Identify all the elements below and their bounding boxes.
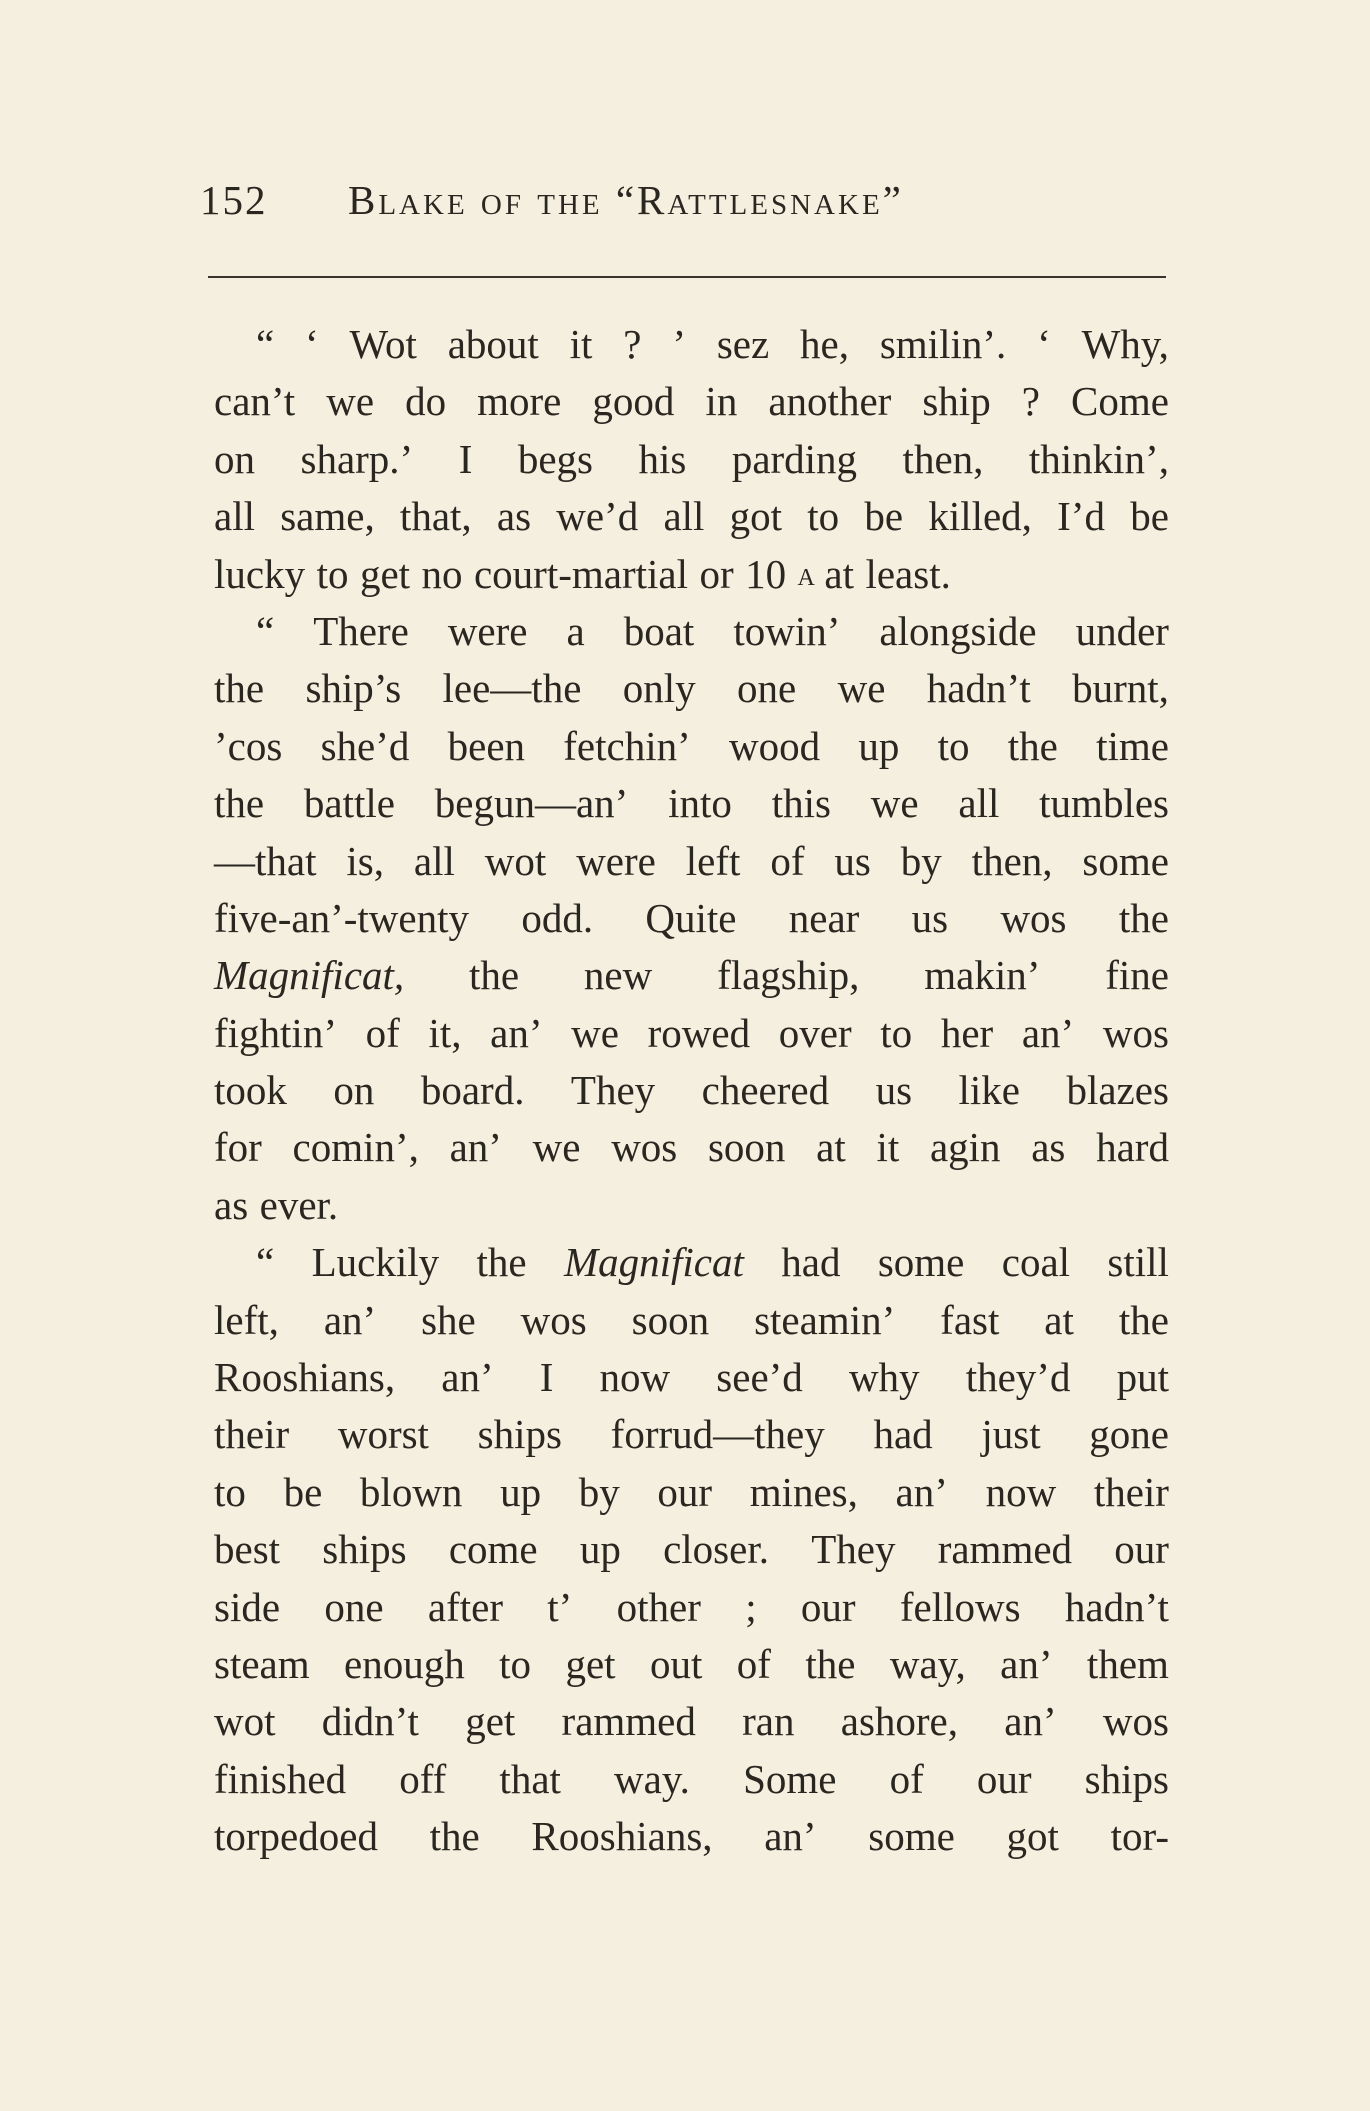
word: a — [566, 607, 585, 654]
word: court-martial — [473, 550, 688, 597]
text-line — [214, 1119, 1169, 1176]
word: is, — [346, 837, 384, 884]
word: that, — [399, 493, 472, 540]
word: fine — [1105, 952, 1169, 999]
word: another — [768, 378, 892, 425]
word: flagship, — [717, 952, 860, 999]
text-line — [214, 546, 1169, 603]
word: an’ — [441, 1354, 494, 1401]
word: torpedoed — [214, 1813, 378, 1860]
text-line — [214, 1751, 1169, 1808]
word: the — [1007, 722, 1058, 769]
word: just — [981, 1411, 1041, 1458]
word: ‘ — [1037, 321, 1051, 367]
word: wot — [214, 1698, 276, 1745]
word: she — [421, 1296, 476, 1343]
word: some — [868, 1813, 955, 1860]
word: for — [214, 1124, 262, 1171]
text-line — [214, 431, 1169, 488]
word: Some — [743, 1755, 837, 1802]
word: it, — [428, 1009, 462, 1056]
text-line — [214, 1234, 1169, 1291]
word: sharp.’ — [300, 435, 414, 482]
text-line — [214, 1005, 1169, 1062]
word: side — [214, 1583, 281, 1630]
word: all — [663, 493, 705, 540]
word: then, — [971, 837, 1053, 884]
word: 10 — [745, 550, 787, 597]
word: to — [807, 493, 840, 540]
word: now — [985, 1468, 1057, 1515]
word: by — [900, 837, 942, 884]
word: the — [469, 952, 520, 999]
word: at — [1044, 1296, 1074, 1343]
word: an’ — [323, 1296, 377, 1343]
word: cheered — [701, 1067, 830, 1114]
word: the — [805, 1640, 856, 1687]
word: didn’t — [321, 1698, 419, 1745]
word: left, — [214, 1296, 279, 1343]
word: at — [824, 550, 854, 597]
word: that — [499, 1755, 561, 1802]
word: on — [214, 435, 255, 482]
word: only — [622, 665, 696, 712]
word: we — [837, 665, 886, 712]
word: up — [500, 1468, 542, 1515]
word: now — [599, 1354, 671, 1401]
text-line — [214, 1579, 1169, 1636]
word: mines, — [749, 1468, 858, 1515]
word: forrud—they — [610, 1411, 825, 1458]
word: smilin’. — [879, 321, 1007, 367]
word: “ — [256, 321, 275, 367]
word: Magnificat — [563, 1239, 744, 1286]
word: burnt, — [1072, 665, 1169, 712]
word: tor- — [1110, 1813, 1169, 1860]
word: all — [214, 493, 255, 540]
word: Why, — [1081, 321, 1169, 367]
word: ? — [623, 321, 642, 367]
word: up — [579, 1526, 621, 1573]
word: hadn’t — [1064, 1583, 1169, 1630]
word: They — [811, 1526, 896, 1573]
word: near — [788, 894, 860, 941]
word: they’d — [965, 1354, 1071, 1401]
word: other — [616, 1583, 701, 1630]
word: about — [447, 321, 539, 367]
word: towin’ — [733, 607, 841, 654]
word: agin — [929, 1124, 1001, 1171]
word: way, — [889, 1640, 966, 1687]
word: we — [870, 780, 919, 827]
word: do — [405, 378, 447, 425]
word: her — [940, 1009, 994, 1056]
word: rowed — [647, 1009, 751, 1056]
word: of — [736, 1640, 771, 1687]
word: wood — [729, 722, 821, 769]
text-line — [214, 775, 1169, 832]
word: be — [1130, 493, 1169, 540]
word: wos — [611, 1124, 678, 1171]
word: we — [532, 1124, 581, 1171]
word: rammed — [561, 1698, 696, 1745]
word: at — [816, 1124, 846, 1171]
word: get — [359, 550, 411, 597]
word: soon — [631, 1296, 710, 1343]
word: sez — [716, 321, 770, 367]
word: out — [649, 1640, 703, 1687]
word: I — [458, 435, 473, 482]
word: why — [848, 1354, 920, 1401]
word: can’t — [214, 378, 296, 425]
word: their — [214, 1411, 290, 1458]
word: ’ — [672, 321, 686, 367]
word: our — [657, 1468, 713, 1515]
word: off — [399, 1755, 447, 1802]
word: got — [1006, 1813, 1059, 1860]
word: more — [477, 378, 562, 425]
word: were — [447, 607, 528, 654]
word: Rooshians, — [214, 1354, 396, 1401]
text-line — [214, 488, 1169, 545]
word: on — [333, 1067, 375, 1114]
word: the — [214, 780, 265, 827]
word: to — [880, 1009, 913, 1056]
word: the — [1118, 1296, 1169, 1343]
word: thinkin’, — [1028, 435, 1169, 482]
word: to — [316, 550, 349, 597]
word: t’ — [547, 1583, 573, 1630]
word: this — [771, 780, 831, 827]
word: them — [1086, 1640, 1169, 1687]
word: begs — [517, 435, 593, 482]
word: come — [448, 1526, 538, 1573]
word: we — [326, 378, 375, 425]
word: see’d — [716, 1354, 803, 1401]
word: blazes — [1066, 1067, 1169, 1114]
word: wos — [1102, 1009, 1169, 1056]
word: tumbles — [1039, 780, 1169, 827]
word: killed, — [928, 493, 1032, 540]
running-title: Blake of the “Rattlesnake” — [348, 177, 904, 223]
word: wot — [484, 837, 547, 884]
word: odd. — [521, 894, 594, 941]
text-line — [214, 833, 1169, 890]
word: of — [365, 1009, 400, 1056]
word: an’ — [764, 1813, 817, 1860]
text-line — [214, 603, 1169, 660]
word: There — [313, 607, 409, 654]
word: good — [592, 378, 675, 425]
word: ships — [322, 1526, 407, 1573]
text-line — [214, 718, 1169, 775]
word: five-an’-twenty — [214, 894, 469, 941]
word: an’ — [895, 1468, 948, 1515]
word: I’d — [1057, 493, 1105, 540]
text-line — [214, 890, 1169, 947]
word: fetchin’ — [563, 722, 691, 769]
word: his — [638, 435, 687, 482]
word: closer. — [663, 1526, 769, 1573]
word: as — [1031, 1124, 1066, 1171]
word: enough — [344, 1640, 465, 1687]
word: our — [1114, 1526, 1169, 1573]
text-line — [214, 1693, 1169, 1750]
word: one — [324, 1583, 384, 1630]
word: all — [958, 780, 1000, 827]
word: Rooshians, — [531, 1813, 713, 1860]
word: of — [889, 1755, 924, 1802]
word: it — [876, 1124, 900, 1171]
word: to — [499, 1640, 532, 1687]
word: or — [699, 550, 734, 597]
text-line — [214, 373, 1169, 430]
word: the — [214, 665, 265, 712]
word: worst — [337, 1411, 429, 1458]
word: over — [778, 1009, 852, 1056]
text-line — [214, 1177, 1169, 1234]
word: the — [429, 1813, 480, 1860]
word: it — [569, 321, 593, 367]
word: an’ — [490, 1009, 543, 1056]
word: the — [1118, 894, 1169, 941]
text-line — [214, 316, 1169, 373]
word: still — [1107, 1239, 1169, 1286]
word: left — [685, 837, 741, 884]
word: wos — [1102, 1698, 1169, 1745]
word: Luckily — [311, 1239, 440, 1286]
word: ship — [922, 378, 991, 425]
word: hadn’t — [926, 665, 1031, 712]
word: then, — [902, 435, 984, 482]
word: he, — [800, 321, 849, 367]
word: new — [583, 952, 653, 999]
word: ever. — [259, 1181, 339, 1228]
word: into — [668, 780, 732, 827]
word: our — [800, 1583, 856, 1630]
word: wos — [520, 1296, 587, 1343]
word: parding — [731, 435, 858, 482]
word: some — [877, 1239, 965, 1286]
word: begun—an’ — [434, 780, 629, 827]
word: hard — [1096, 1124, 1169, 1171]
page-number: 152 — [200, 177, 268, 223]
word: under — [1075, 607, 1169, 654]
word: ran — [742, 1698, 795, 1745]
text-line — [214, 1521, 1169, 1578]
word: same, — [280, 493, 375, 540]
word: in — [705, 378, 738, 425]
word: got — [729, 493, 783, 540]
word: —that — [214, 837, 317, 884]
word: ashore, — [840, 1698, 959, 1745]
word: fellows — [899, 1583, 1021, 1630]
word: their — [1093, 1468, 1169, 1515]
word: all — [413, 837, 455, 884]
word: ? — [1021, 378, 1040, 425]
word: finished — [214, 1755, 347, 1802]
word: some — [1082, 837, 1169, 884]
word: by — [578, 1468, 620, 1515]
word: be — [864, 493, 904, 540]
word: one — [737, 665, 797, 712]
word: makin’ — [924, 952, 1041, 999]
word: They — [570, 1067, 656, 1114]
body-text — [214, 316, 1169, 1866]
word: no — [421, 550, 463, 597]
header-rule — [208, 276, 1166, 278]
word: to — [214, 1468, 246, 1515]
text-line — [214, 947, 1169, 1004]
word: Wot — [349, 321, 417, 367]
text-line — [214, 1464, 1169, 1521]
word: comin’, — [292, 1124, 419, 1171]
text-line — [214, 1292, 1169, 1349]
word: be — [283, 1468, 323, 1515]
word: put — [1116, 1354, 1169, 1401]
word: took — [214, 1067, 287, 1114]
text-line — [214, 660, 1169, 717]
word: “ — [256, 607, 275, 654]
word: an’ — [449, 1124, 502, 1171]
word: coal — [1001, 1239, 1071, 1286]
word: boat — [623, 607, 695, 654]
word: the — [476, 1239, 527, 1286]
text-line — [214, 1406, 1169, 1463]
word: us — [834, 837, 871, 884]
word: steamin’ — [754, 1296, 896, 1343]
word: fightin’ — [214, 1009, 337, 1056]
word: wos — [1000, 894, 1067, 941]
word: board. — [420, 1067, 525, 1114]
word: battle — [303, 780, 395, 827]
word: lee—the — [442, 665, 582, 712]
word: ships — [1084, 1755, 1169, 1802]
word: ; — [745, 1583, 757, 1630]
word: us — [911, 894, 949, 941]
word: an’ — [1004, 1698, 1057, 1745]
word: lucky — [214, 550, 306, 597]
word: as — [496, 493, 532, 540]
word: get — [565, 1640, 616, 1687]
word: steam — [214, 1640, 310, 1687]
word: had — [781, 1239, 841, 1286]
word: ‘ — [305, 321, 319, 367]
word: after — [427, 1583, 503, 1630]
word: way. — [614, 1755, 690, 1802]
word: had — [873, 1411, 933, 1458]
word: alongside — [879, 607, 1037, 654]
word: we — [571, 1009, 619, 1056]
word: fast — [940, 1296, 1000, 1343]
word: to — [937, 722, 970, 769]
word: a — [797, 555, 815, 593]
word: get — [465, 1698, 516, 1745]
text-line — [214, 1636, 1169, 1693]
word: been — [447, 722, 526, 769]
word: she’d — [320, 722, 410, 769]
word: of — [770, 837, 805, 884]
word: best — [214, 1526, 281, 1573]
word: Magnificat, — [214, 952, 405, 999]
word: gone — [1089, 1411, 1169, 1458]
word: us — [875, 1067, 913, 1114]
word: ships — [477, 1411, 562, 1458]
word: rammed — [937, 1526, 1073, 1573]
running-header — [200, 176, 1165, 236]
word: an’ — [1000, 1640, 1053, 1687]
word: Come — [1070, 378, 1169, 425]
text-line — [214, 1808, 1169, 1865]
word: our — [976, 1755, 1032, 1802]
word: as — [214, 1181, 249, 1228]
word: blown — [359, 1468, 463, 1515]
text-line — [214, 1062, 1169, 1119]
word: ’cos — [214, 722, 283, 769]
word: were — [576, 837, 656, 884]
word: soon — [707, 1124, 786, 1171]
word: up — [858, 722, 900, 769]
word: like — [958, 1067, 1020, 1114]
word: ship’s — [305, 665, 402, 712]
word: I — [539, 1354, 554, 1401]
word: we’d — [556, 493, 639, 540]
word: time — [1096, 722, 1169, 769]
word: an’ — [1021, 1009, 1075, 1056]
text-line — [214, 1349, 1169, 1406]
word: “ — [256, 1239, 275, 1286]
word: least. — [865, 550, 951, 597]
word: Quite — [645, 894, 737, 941]
